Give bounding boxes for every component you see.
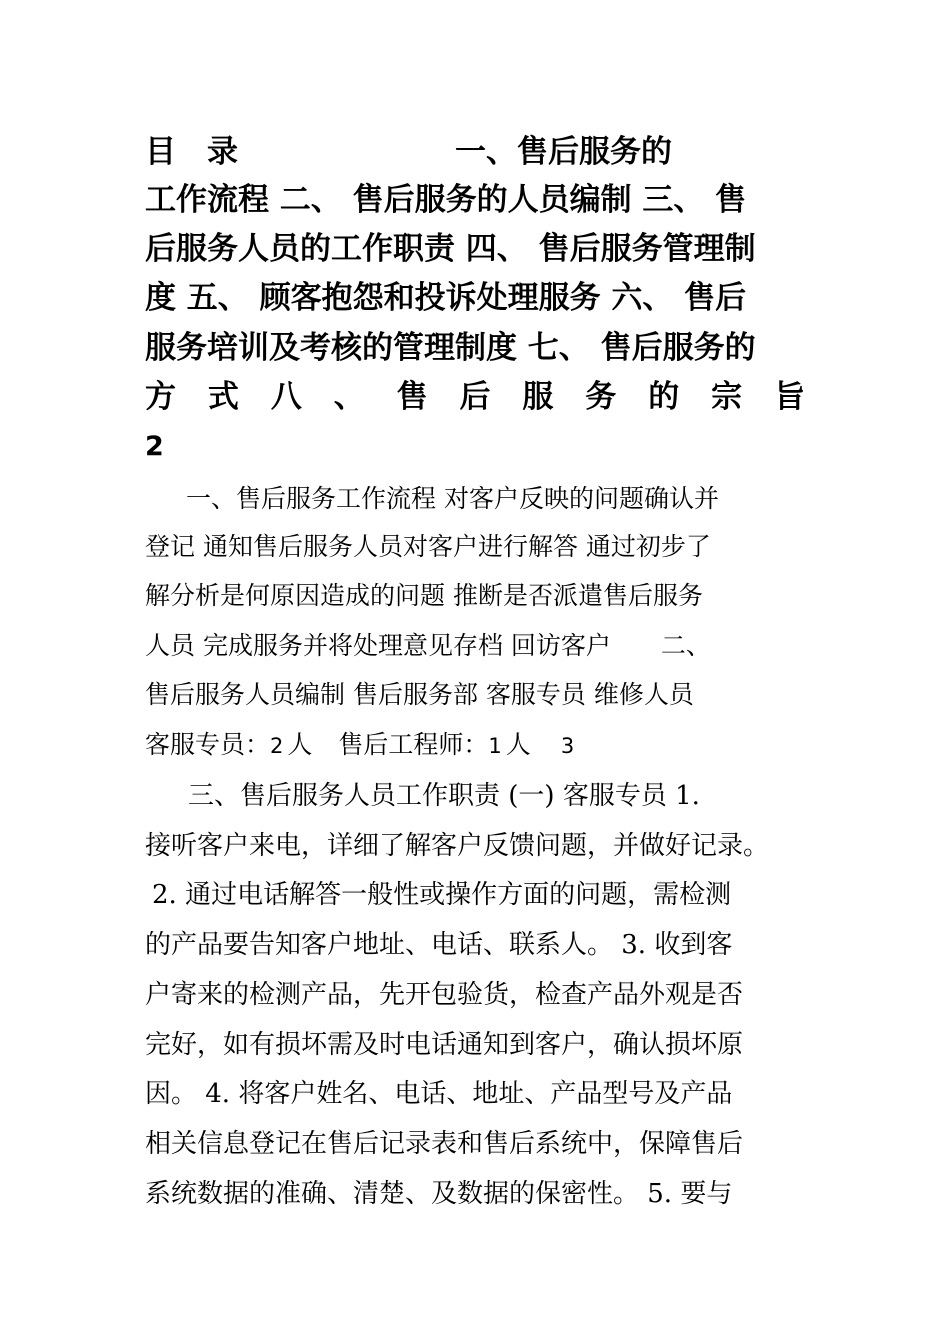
toc-line-4: 度 五、 顾客抱怨和投诉处理服务 六、 售后 <box>145 280 747 316</box>
staff-line <box>145 728 805 763</box>
staff-value-service: 2 <box>270 734 284 758</box>
section3-line-6: 完好，如有损坏需及时电话通知到客户，确认损坏原 <box>145 1030 744 1060</box>
section1-page-number: 3 <box>560 734 575 758</box>
section1-line-4: 人员 完成服务并将处理意见存档 回访客户 二、 <box>145 631 711 660</box>
section1-line-3: 解分析是何原因造成的问题 推断是否派遣售后服务 <box>145 581 703 610</box>
toc-page-number: 2 <box>145 431 164 462</box>
toc-line-2: 工作流程 二、 售后服务的人员编制 三、 售 <box>145 182 747 218</box>
section3-line-2: 接听客户来电，详细了解客户反馈问题，并做好记录。 <box>145 831 770 861</box>
section3-line-8: 相关信息登记在售后记录表和售后系统中，保障售后 <box>145 1129 744 1159</box>
toc-line-1-text: 目 录 一、售后服务的 <box>145 134 672 170</box>
section3-line-9: 系统数据的准确、清楚、及数据的保密性。 5. 要与 <box>145 1179 733 1209</box>
section1-line-2: 登记 通知售后服务人员对客户进行解答 通过初步了 <box>145 532 711 561</box>
toc-line-5: 服务培训及考核的管理制度 七、 售后服务的 <box>145 330 756 366</box>
section1-line-1: 一、售后服务工作流程 对客户反映的问题确认并 <box>186 484 719 513</box>
staff-unit-engineer: 人 <box>505 730 531 759</box>
section3-line-1: 三、售后服务人员工作职责 (一) 客服专员 1. <box>188 781 700 811</box>
toc-line-1 <box>145 132 805 172</box>
staff-unit-service: 人 <box>287 730 313 759</box>
staff-label-service: 客服专员： <box>145 730 271 759</box>
section3-line-5: 户寄来的检测产品，先开包验货，检查产品外观是否 <box>145 980 744 1010</box>
toc-line-3: 后服务人员的工作职责 四、 售后服务管理制 <box>145 231 756 267</box>
section3-line-7: 因。 4. 将客户姓名、电话、地址、产品型号及产品 <box>145 1079 733 1109</box>
section1-line-5: 售后服务人员编制 售后服务部 客服专员 维修人员 <box>145 680 694 709</box>
section3-line-4: 的产品要告知客户地址、电话、联系人。 3. 收到客 <box>145 930 733 960</box>
toc-line-6: 方 式 八 、 售 后 服 务 的 宗 旨 <box>145 379 805 415</box>
section3-line-3: 2. 通过电话解答一般性或操作方面的问题，需检测 <box>152 880 732 910</box>
staff-label-engineer: 售后工程师： <box>338 730 489 759</box>
staff-value-engineer: 1 <box>488 734 502 758</box>
